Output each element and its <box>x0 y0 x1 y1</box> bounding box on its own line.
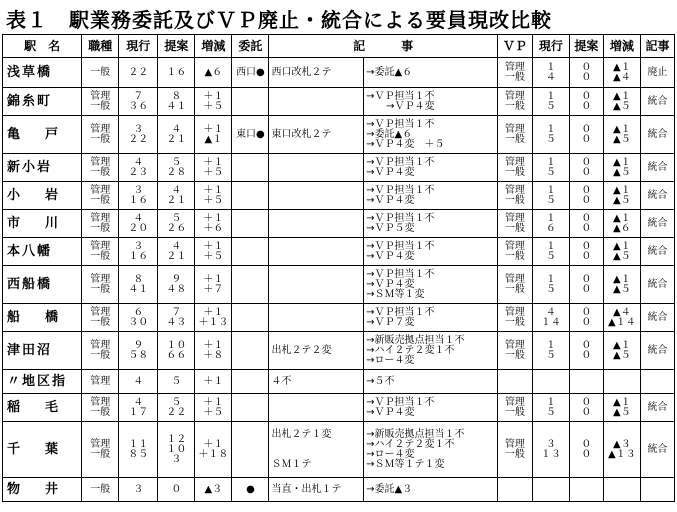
kind-cell: 管理 一般 <box>82 422 119 478</box>
table-row <box>3 394 675 422</box>
change-cell: ＋１ ＋５ <box>195 88 232 116</box>
current-cell: ４ ２３ <box>119 154 158 182</box>
entrust-cell <box>232 210 269 238</box>
vp-cell: 管理 一般 <box>497 210 532 238</box>
change-cell: ＋１ ▲１ <box>195 116 232 154</box>
entrust-cell <box>232 394 269 422</box>
proposal2-cell: ０ ０ <box>569 88 603 116</box>
change2-cell: ▲１ ▲５ <box>603 394 640 422</box>
table-row <box>3 422 675 478</box>
current2-cell: １ ５ <box>532 154 569 182</box>
kind-cell: 管理 一般 <box>82 238 119 266</box>
station-cell: 錦糸町 <box>3 88 82 116</box>
vp-cell: 管理 一般 <box>497 154 532 182</box>
proposal-cell: ５ ２２ <box>158 394 195 422</box>
note1-cell <box>269 154 364 182</box>
vp-cell: 管理 一般 <box>497 238 532 266</box>
change2-cell <box>603 478 640 502</box>
vp-cell: 管理 一般 <box>497 116 532 154</box>
note1-cell <box>269 266 364 304</box>
station-cell: 津田沼 <box>3 332 82 370</box>
current-cell: ６ ３０ <box>119 304 158 332</box>
vp-cell: 管理 一般 <box>497 394 532 422</box>
staffing-comparison-table <box>2 34 675 502</box>
current-cell: ３ <box>119 478 158 502</box>
entrust-cell <box>232 332 269 370</box>
page-title: 表１ 駅業務委託及びＶＰ廃止・統合による要員現改比較 <box>6 8 552 32</box>
change2-cell: ▲１ ▲６ <box>603 210 640 238</box>
current-cell: ４ ２０ <box>119 210 158 238</box>
remark-cell: 統合 <box>640 182 674 210</box>
proposal2-cell <box>569 370 603 394</box>
station-cell: 西船橋 <box>3 266 82 304</box>
station-cell: 浅草橋 <box>3 58 82 88</box>
vp-cell: 管理 一般 <box>497 182 532 210</box>
change2-cell: ▲１ ▲４ <box>603 58 640 88</box>
current2-cell: ３ １３ <box>532 422 569 478</box>
vp-cell: 管理 一般 <box>497 304 532 332</box>
current-cell: ４ １７ <box>119 394 158 422</box>
change-cell: ＋１ ＋６ <box>195 210 232 238</box>
change-cell: ＋１ ＋５ <box>195 394 232 422</box>
note2-cell: →新販売拠点担当１不 →ハイ２テ２変１不 →ロー４変 →ＳＭ等１テ１変 <box>364 422 498 478</box>
header-notes: 記 事 <box>269 35 497 58</box>
proposal-cell: ８ ４１ <box>158 88 195 116</box>
change-cell: ▲３ <box>195 478 232 502</box>
proposal2-cell: ０ ０ <box>569 210 603 238</box>
table-row <box>3 182 675 210</box>
table-row <box>3 478 675 502</box>
vp-cell: 管理 一般 <box>497 58 532 88</box>
note2-cell: →ＶＰ担当１不 →ＶＰ７変 <box>364 304 498 332</box>
current-cell: ７ ３６ <box>119 88 158 116</box>
header-change2: 増減 <box>603 35 640 58</box>
table-row <box>3 154 675 182</box>
current2-cell: １ ６ <box>532 210 569 238</box>
table-row <box>3 88 675 116</box>
note2-cell: →ＶＰ担当１不 →ＶＰ４変 <box>364 238 498 266</box>
table-row <box>3 370 675 394</box>
remark-cell: 統合 <box>640 266 674 304</box>
note1-cell <box>269 88 364 116</box>
proposal2-cell: ０ ０ <box>569 238 603 266</box>
change2-cell: ▲１ ▲５ <box>603 116 640 154</box>
current2-cell: １ ５ <box>532 394 569 422</box>
table-row <box>3 332 675 370</box>
proposal-cell: ０ <box>158 478 195 502</box>
header-remark: 記事 <box>640 35 674 58</box>
current-cell: ８ ４１ <box>119 266 158 304</box>
kind-cell: 管理 一般 <box>82 88 119 116</box>
remark-cell: 統合 <box>640 238 674 266</box>
current-cell: ３ ２２ <box>119 116 158 154</box>
current2-cell: １ ５ <box>532 88 569 116</box>
header-row <box>3 35 675 58</box>
header-kind: 職種 <box>82 35 119 58</box>
station-cell: 市 川 <box>3 210 82 238</box>
proposal2-cell: ０ ０ <box>569 394 603 422</box>
change-cell: ＋１ ＋５ <box>195 238 232 266</box>
kind-cell: 管理 一般 <box>82 182 119 210</box>
header-proposal: 提案 <box>158 35 195 58</box>
entrust-cell <box>232 370 269 394</box>
kind-cell: 一般 <box>82 58 119 88</box>
proposal2-cell: ０ ０ <box>569 154 603 182</box>
note2-cell: →ＶＰ担当１不 →委託▲６ →ＶＰ４変 ＋５ <box>364 116 498 154</box>
proposal-cell: １２ １０ ３ <box>158 422 195 478</box>
vp-cell: 管理 一般 <box>497 88 532 116</box>
note1-cell <box>269 394 364 422</box>
change2-cell: ▲１ ▲５ <box>603 154 640 182</box>
proposal-cell: ５ ２６ <box>158 210 195 238</box>
proposal-cell: ７ ４３ <box>158 304 195 332</box>
table-row <box>3 304 675 332</box>
header-proposal2: 提案 <box>569 35 603 58</box>
table-row <box>3 58 675 88</box>
proposal-cell: ５ ２８ <box>158 154 195 182</box>
entrust-cell <box>232 154 269 182</box>
proposal2-cell: ０ ０ <box>569 422 603 478</box>
note2-cell: →新販売拠点担当１不 →ハイ２テ２変１不 →ロー４変 <box>364 332 498 370</box>
entrust-cell <box>232 304 269 332</box>
proposal2-cell: ０ ０ <box>569 182 603 210</box>
table-row <box>3 238 675 266</box>
proposal-cell: ４ ２１ <box>158 238 195 266</box>
entrust-cell: 西口● <box>232 58 269 88</box>
note1-cell <box>269 182 364 210</box>
remark-cell: 統合 <box>640 88 674 116</box>
current2-cell: １ ５ <box>532 332 569 370</box>
entrust-cell <box>232 266 269 304</box>
station-cell: 稲 毛 <box>3 394 82 422</box>
note1-cell: ４不 <box>269 370 364 394</box>
proposal-cell: １６ <box>158 58 195 88</box>
current-cell: ９ ５８ <box>119 332 158 370</box>
header-station: 駅 名 <box>3 35 82 58</box>
current-cell: １１ ８５ <box>119 422 158 478</box>
header-entrust: 委託 <box>232 35 269 58</box>
station-cell: 本八幡 <box>3 238 82 266</box>
note2-cell: →ＶＰ担当１不 →ＶＰ４変 <box>364 88 498 116</box>
header-vp: ＶＰ <box>497 35 532 58</box>
header-change: 増減 <box>195 35 232 58</box>
change2-cell: ▲１ ▲５ <box>603 238 640 266</box>
change-cell: ▲６ <box>195 58 232 88</box>
kind-cell: 管理 一般 <box>82 116 119 154</box>
note2-cell: →委託▲３ <box>364 478 498 502</box>
change2-cell: ▲４ ▲１４ <box>603 304 640 332</box>
note1-cell: 西口改札２テ <box>269 58 364 88</box>
station-cell: 物 井 <box>3 478 82 502</box>
remark-cell: 廃止 <box>640 58 674 88</box>
entrust-cell <box>232 238 269 266</box>
kind-cell: 管理 一般 <box>82 154 119 182</box>
proposal2-cell: ０ ０ <box>569 332 603 370</box>
change-cell: ＋１ <box>195 370 232 394</box>
proposal2-cell <box>569 478 603 502</box>
note2-cell: →委託▲６ <box>364 58 498 88</box>
change-cell: ＋１ ＋１８ <box>195 422 232 478</box>
proposal2-cell: ０ ０ <box>569 266 603 304</box>
change-cell: ＋１ ＋５ <box>195 154 232 182</box>
change2-cell <box>603 370 640 394</box>
remark-cell: 統合 <box>640 394 674 422</box>
proposal-cell: ４ ２１ <box>158 182 195 210</box>
proposal-cell: ９ ４８ <box>158 266 195 304</box>
note1-cell <box>269 304 364 332</box>
remark-cell: 統合 <box>640 154 674 182</box>
note1-cell <box>269 238 364 266</box>
remark-cell: 統合 <box>640 332 674 370</box>
proposal-cell: ５ <box>158 370 195 394</box>
table-row <box>3 116 675 154</box>
change-cell: ＋１ ＋１３ <box>195 304 232 332</box>
header-current2: 現行 <box>532 35 569 58</box>
current-cell: ４ <box>119 370 158 394</box>
station-cell: 新小岩 <box>3 154 82 182</box>
change-cell: ＋１ ＋８ <box>195 332 232 370</box>
current2-cell: ４ １４ <box>532 304 569 332</box>
vp-cell: 管理 一般 <box>497 422 532 478</box>
entrust-cell: ● <box>232 478 269 502</box>
kind-cell: 管理 <box>82 370 119 394</box>
note2-cell: →ＶＰ担当１不 →ＶＰ４変 <box>364 182 498 210</box>
note1-cell: 当直・出札１テ <box>269 478 364 502</box>
change2-cell: ▲１ ▲５ <box>603 266 640 304</box>
proposal-cell: ４ ２１ <box>158 116 195 154</box>
change-cell: ＋１ ＋７ <box>195 266 232 304</box>
remark-cell: 統合 <box>640 422 674 478</box>
proposal-cell: １０ ６６ <box>158 332 195 370</box>
note2-cell: →ＶＰ担当１不 →ＶＰ４変 →ＳＭ等１変 <box>364 266 498 304</box>
current2-cell: １ ５ <box>532 238 569 266</box>
kind-cell: 管理 一般 <box>82 332 119 370</box>
note2-cell: →ＶＰ担当１不 →ＶＰ４変 <box>364 394 498 422</box>
note2-cell: →ＶＰ担当１不 →ＶＰ５変 <box>364 210 498 238</box>
vp-cell <box>497 478 532 502</box>
proposal2-cell: ０ ０ <box>569 58 603 88</box>
change2-cell: ▲１ ▲５ <box>603 332 640 370</box>
proposal2-cell: ０ ０ <box>569 116 603 154</box>
vp-cell: 管理 一般 <box>497 332 532 370</box>
change2-cell: ▲１ ▲５ <box>603 88 640 116</box>
note1-cell: 東口改札２テ <box>269 116 364 154</box>
change2-cell: ▲３ ▲１３ <box>603 422 640 478</box>
note1-cell: 出札２テ１変 ＳＭ１テ <box>269 422 364 478</box>
entrust-cell <box>232 182 269 210</box>
note2-cell: →ＶＰ担当１不 →ＶＰ４変 <box>364 154 498 182</box>
entrust-cell: 東口● <box>232 116 269 154</box>
vp-cell <box>497 370 532 394</box>
kind-cell: 管理 一般 <box>82 266 119 304</box>
kind-cell: 管理 一般 <box>82 304 119 332</box>
current-cell: ３ １６ <box>119 238 158 266</box>
station-cell: 〃地区指 <box>3 370 82 394</box>
table-row <box>3 210 675 238</box>
note1-cell: 出札２テ２変 <box>269 332 364 370</box>
kind-cell: 管理 一般 <box>82 210 119 238</box>
remark-cell <box>640 370 674 394</box>
current2-cell: １ ５ <box>532 266 569 304</box>
station-cell: 小 岩 <box>3 182 82 210</box>
current-cell: ３ １６ <box>119 182 158 210</box>
header-current: 現行 <box>119 35 158 58</box>
change2-cell: ▲１ ▲５ <box>603 182 640 210</box>
note2-cell: →５不 <box>364 370 498 394</box>
station-cell: 船 橋 <box>3 304 82 332</box>
current-cell: ２２ <box>119 58 158 88</box>
table-row <box>3 266 675 304</box>
remark-cell: 統合 <box>640 116 674 154</box>
remark-cell: 統合 <box>640 304 674 332</box>
remark-cell <box>640 478 674 502</box>
entrust-cell <box>232 88 269 116</box>
kind-cell: 一般 <box>82 478 119 502</box>
station-cell: 亀 戸 <box>3 116 82 154</box>
note1-cell <box>269 210 364 238</box>
vp-cell: 管理 一般 <box>497 266 532 304</box>
current2-cell <box>532 370 569 394</box>
entrust-cell <box>232 422 269 478</box>
kind-cell: 管理 一般 <box>82 394 119 422</box>
remark-cell: 統合 <box>640 210 674 238</box>
current2-cell: １ ４ <box>532 58 569 88</box>
current2-cell <box>532 478 569 502</box>
change-cell: ＋１ ＋５ <box>195 182 232 210</box>
station-cell: 千 葉 <box>3 422 82 478</box>
current2-cell: １ ５ <box>532 182 569 210</box>
proposal2-cell: ０ ０ <box>569 304 603 332</box>
current2-cell: １ ５ <box>532 116 569 154</box>
